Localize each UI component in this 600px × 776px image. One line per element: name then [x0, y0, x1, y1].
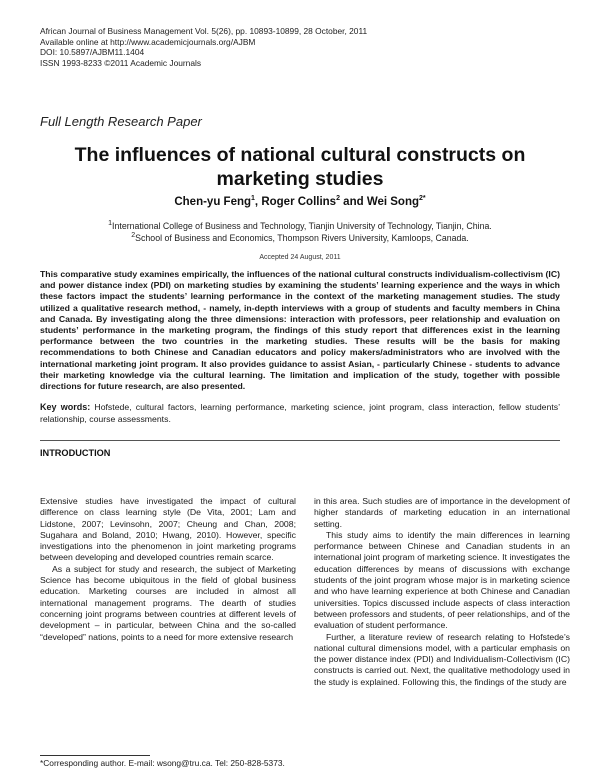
author-separator: and: [339, 196, 367, 208]
body-column-left: [40, 496, 296, 686]
section-heading-introduction: INTRODUCTION: [40, 448, 111, 458]
journal-issn: ISSN 1993-8233 ©2011 Academic Journals: [40, 57, 202, 68]
author-list: [40, 196, 560, 208]
paragraph: This study aims to identify the main differences in learning performance between Chinese and Canadian students in an international joint program of marketing science. It investigates the education differences by means of discussions with exchange students of the joint program whose major is in marketing science and who have learning experience at both Chinese and Canadian universities. Topics discussed include aspects of class interaction between professors and students, of peer relationships, and of the evaluation of student performance.: [314, 529, 570, 631]
keywords-text: Hofstede, cultural factors, learning performance, marketing science, joint program, class interaction, fellow students’ relationship, course assessments.: [40, 402, 561, 424]
section-divider: [40, 440, 560, 441]
accepted-date: Accepted 24 August, 2011: [259, 254, 341, 261]
body-column-right: [314, 496, 570, 746]
paper-title: The influences of national cultural constructs on marketing studies: [74, 144, 526, 190]
affiliation-1: [40, 221, 560, 233]
affiliation-text: School of Business and Economics, Thompson Rivers University, Kamloops, Canada.: [135, 232, 469, 243]
author-affiliation-mark: 2: [336, 195, 340, 203]
affiliation-text: International College of Business and Technology, Tianjin University of Technology, Tianjin, China.: [112, 221, 492, 231]
author-name: Roger Collins: [261, 196, 337, 208]
keywords-label: Key words:: [40, 402, 91, 412]
affiliation-2: [40, 233, 560, 245]
author-name: Chen-yu Feng: [174, 196, 252, 208]
paper-type: Full Length Research Paper: [40, 114, 202, 129]
author-separator: ,: [254, 196, 262, 208]
paragraph: As a subject for study and research, the subject of Marketing Science has become ubiquitous in the field of global business education. Marketing courses are included in almost all international management programs. The dearth of studies concerning joint programs between countries at different levels of development – in particular, between China and the so-called “developed” nations, points to a need for more extensive research: [40, 563, 296, 642]
journal-header: [40, 26, 367, 68]
author-affiliation-mark: 1: [251, 195, 255, 203]
footnote-divider: [40, 755, 150, 756]
affiliation-mark: 1: [108, 220, 113, 228]
affiliation-mark: 2: [131, 231, 136, 239]
corresponding-author-footnote: *Corresponding author. E-mail: wsong@tru.ca. Tel: 250-828-5373.: [40, 758, 285, 768]
paragraph: in this area. Such studies are of importance in the development of higher standards of marketing education in an international setting.: [314, 496, 570, 529]
author-affiliation-mark: 2*: [419, 195, 426, 203]
journal-citation: African Journal of Business Management Vol. 5(26), pp. 10893-10899, 28 October, 2011: [40, 26, 368, 36]
paragraph: Extensive studies have investigated the impact of cultural difference on class learning style (De Vita, 2001; Lam and Lidstone, 2007; Levinsohn, 2007; Cheung and Chan, 2008; Sugahara and Boland, 2010; Hwang, 2010). However, specific investigations into the phenomenon in joint marketing programs between developing and developed countries remain scarce.: [40, 496, 296, 563]
keywords: [40, 402, 560, 425]
journal-url[interactable]: Available online at http://www.academicjournals.org/AJBM: [40, 36, 256, 47]
author-name: Wei Song: [366, 196, 420, 208]
affiliations: [40, 221, 560, 244]
paragraph: Further, a literature review of research relating to Hofstede’s national cultural dimensions model, with a particular emphasis on the power distance index (PDI) and Individualism-Collectivism (IC) constructs is carried out. Next, the qualitative methodology used in the study is explained. Following this, the findings of the study are: [314, 631, 570, 687]
abstract: This comparative study examines empirically, the influences of the national cultural constructs individualism-collectivism (IC) and power distance index (PDI) on marketing studies by examining the students’ learning experience and the ways in which these factors impact the students’ learning performance in the context of the marketing management studies. The study utilized a qualitative research method, - namely, in-depth interviews with a group of students and faculty members in China and Canada. By investigating along the three dimensions: interaction with professors, peer relationship and evaluation on students’ performance in the marketing program, the findings of this study report that differences exist in the learning performance between the two countries in the marketing studies. These results will be the basis for making recommendations to both Chinese and Canadian educators and policy makers/administrators who are involved with the international marketing joint program. It also provides guidance to assist Asian, - particularly Chinese - students to advance their marketing knowledge via the cultural learning. The limitation and implication of the study, together with possible directions for future research, are also presented.: [40, 269, 560, 392]
journal-doi: DOI: 10.5897/AJBM11.1404: [40, 47, 145, 58]
